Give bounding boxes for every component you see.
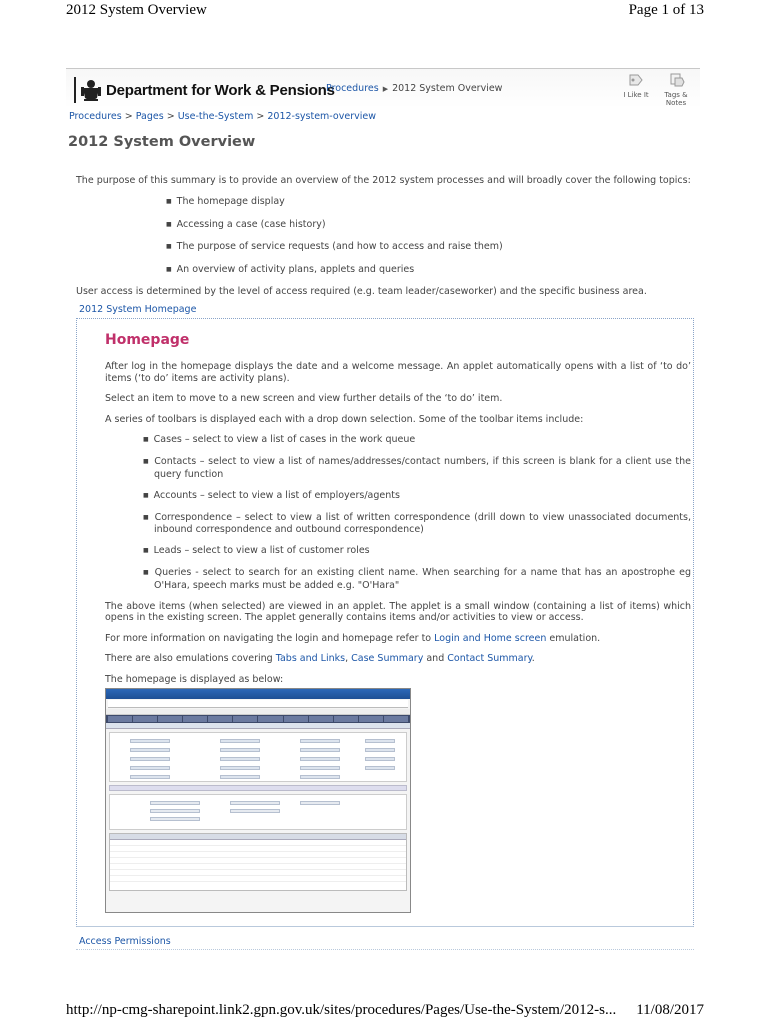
tags-notes-icon xyxy=(667,71,685,89)
homepage-body xyxy=(105,361,691,694)
chevron-right-icon: ▶ xyxy=(382,85,389,93)
homepage-paragraph: The homepage is displayed as below: xyxy=(105,673,284,685)
homepage-screenshot xyxy=(105,688,411,913)
text-span: and xyxy=(423,653,448,664)
list-item: ■ Correspondence – select to view a list of written correspondence (drill down to view unassociated documents, inbound correspondence and outbound correspondence) xyxy=(143,512,691,536)
section-divider xyxy=(76,949,694,950)
i-like-it-label: I Like It xyxy=(623,91,649,99)
breadcrumb-separator: > xyxy=(124,111,133,122)
homepage-paragraph: The above items (when selected) are viewed in an applet. The applet is a small window (containing a list of items) which opens in the existing screen. The applet generally contains items and/or activities to view or access. xyxy=(105,600,691,623)
screenshot-list-applet xyxy=(109,833,407,891)
tags-notes-label-2: Notes xyxy=(665,99,687,107)
breadcrumb-use-the-system[interactable]: Use-the-System xyxy=(177,111,254,122)
screenshot-titlebar xyxy=(106,689,410,699)
nav-procedures-link[interactable]: Procedures xyxy=(326,83,379,94)
screenshot-query-form xyxy=(109,794,407,830)
breadcrumb-pages[interactable]: Pages xyxy=(135,111,164,122)
print-date: 11/08/2017 xyxy=(636,1002,704,1018)
list-item: ■ The homepage display xyxy=(166,196,696,209)
org-name: Department for Work & Pensions xyxy=(106,81,335,99)
site-breadcrumb-nav xyxy=(326,83,502,94)
homepage-heading: Homepage xyxy=(105,332,190,348)
intro-section xyxy=(76,175,696,298)
logo-divider xyxy=(74,77,76,103)
breadcrumb-procedures[interactable]: Procedures xyxy=(69,111,122,122)
print-header xyxy=(66,2,704,22)
print-page-number: Page 1 of 13 xyxy=(628,2,704,18)
text-span: , xyxy=(345,653,352,664)
nav-current-page: 2012 System Overview xyxy=(392,83,503,94)
text-span: emulation. xyxy=(546,632,601,644)
screenshot-tab-bar xyxy=(106,715,410,723)
breadcrumb-separator: > xyxy=(166,111,175,122)
crest-icon xyxy=(80,78,102,102)
breadcrumb xyxy=(69,111,376,122)
thumbs-up-tag-icon xyxy=(627,71,645,89)
i-like-it-button[interactable] xyxy=(616,69,656,107)
social-tools xyxy=(616,69,696,107)
access-note: User access is determined by the level of access required (e.g. team leader/caseworker) and the specific business area. xyxy=(76,286,647,297)
homepage-paragraph xyxy=(105,653,691,665)
tags-notes-button[interactable] xyxy=(656,69,696,107)
contact-summary-link[interactable]: Contact Summary xyxy=(447,653,532,664)
screenshot-sub-tabs xyxy=(106,723,410,729)
dwp-logo[interactable] xyxy=(74,77,335,103)
screenshot-address-bar xyxy=(108,700,408,708)
toolbar-items-list xyxy=(143,434,691,591)
page-title: 2012 System Overview xyxy=(68,134,256,150)
homepage-paragraph: After log in the homepage displays the date and a welcome message. An applet automatically opens with a list of ‘to do’ items (‘to do’ items are activity plans). xyxy=(105,361,691,384)
text-span: There are also emulations covering xyxy=(105,653,276,664)
list-item: ■ Contacts – select to view a list of names/addresses/contact numbers, if this screen is blank for a client use the query function xyxy=(143,456,691,480)
case-summary-link[interactable]: Case Summary xyxy=(351,653,424,664)
print-title: 2012 System Overview xyxy=(66,2,207,18)
login-home-screen-link[interactable]: Login and Home screen xyxy=(434,632,547,644)
text-span: . xyxy=(531,653,535,664)
list-item: ■ The purpose of service requests (and how to access and raise them) xyxy=(166,241,696,254)
list-item: ■ Accounts – select to view a list of employers/agents xyxy=(143,490,691,503)
homepage-section-toggle[interactable]: 2012 System Homepage xyxy=(79,304,197,315)
print-url: http://np-cmg-sharepoint.link2.gpn.gov.uk/sites/procedures/Pages/Use-the-System/2012-s... xyxy=(66,1002,617,1018)
list-item: ■ Queries - select to search for an existing client name. When searching for a name that has an apostrophe eg O'Hara, speech marks must be added e.g. "O'Hara" xyxy=(143,567,691,591)
topic-list xyxy=(166,196,696,277)
tags-notes-label-1: Tags & xyxy=(664,91,688,99)
print-footer xyxy=(66,1002,704,1022)
list-item: ■ Cases – select to view a list of cases in the work queue xyxy=(143,434,691,447)
list-item: ■ An overview of activity plans, applets and queries xyxy=(166,264,696,277)
screenshot-toolbar xyxy=(109,785,407,791)
homepage-panel xyxy=(76,318,694,927)
breadcrumb-current[interactable]: 2012-system-overview xyxy=(267,111,376,122)
homepage-paragraph xyxy=(105,633,691,645)
tabs-and-links-link[interactable]: Tabs and Links xyxy=(275,653,346,664)
screenshot-form xyxy=(109,732,407,782)
list-item: ■ Leads – select to view a list of customer roles xyxy=(143,545,691,558)
access-permissions-toggle[interactable]: Access Permissions xyxy=(79,936,171,947)
breadcrumb-separator: > xyxy=(256,111,265,122)
homepage-paragraph: A series of toolbars is displayed each with a drop down selection. Some of the toolbar items include: xyxy=(105,413,584,425)
homepage-paragraph: Select an item to move to a new screen and view further details of the ‘to do’ item. xyxy=(105,393,503,404)
intro-lead: The purpose of this summary is to provide an overview of the 2012 system processes and will broadly cover the following topics: xyxy=(76,175,691,186)
site-header xyxy=(66,68,700,108)
list-item: ■ Accessing a case (case history) xyxy=(166,219,696,232)
text-span: For more information on navigating the login and homepage refer to xyxy=(105,632,435,644)
